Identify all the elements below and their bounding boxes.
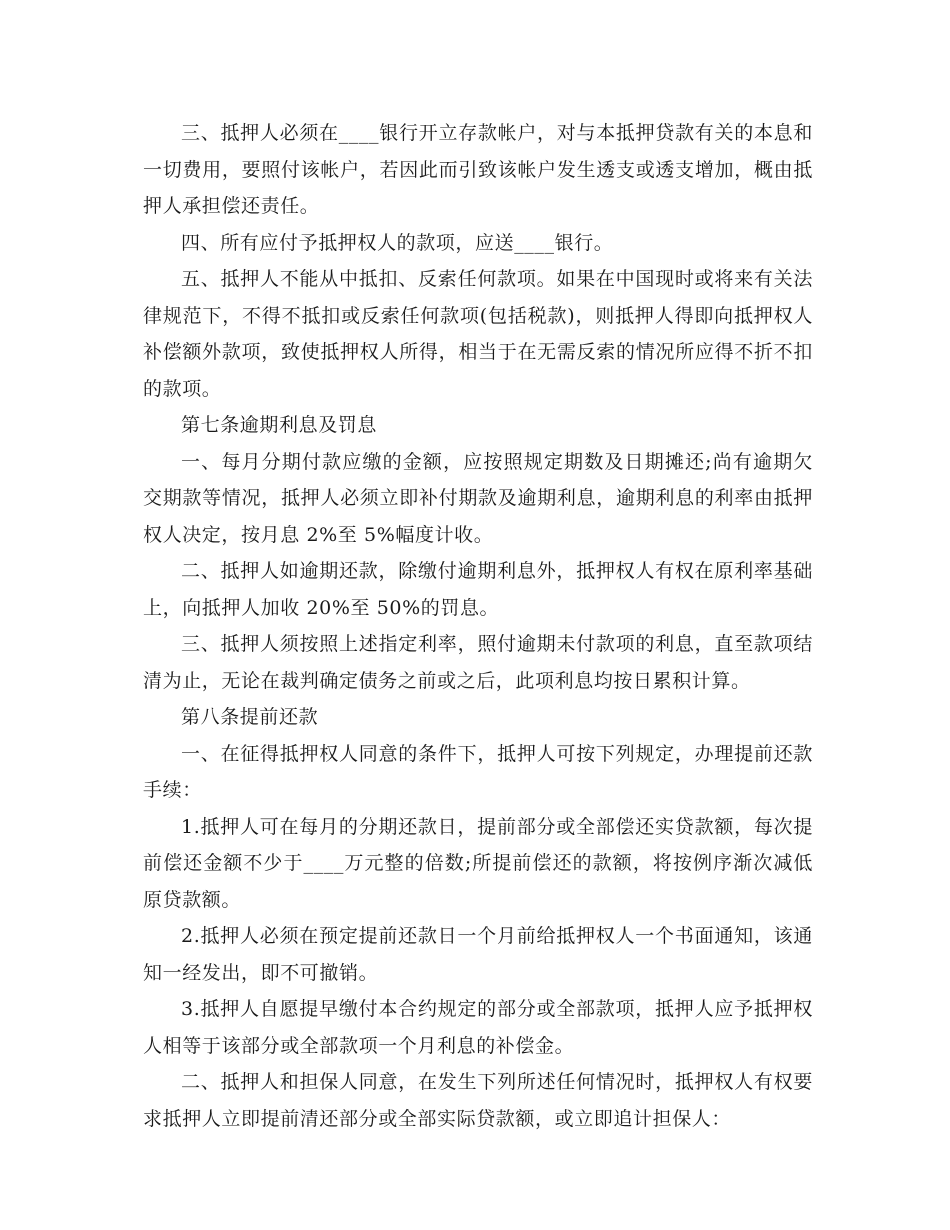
section-heading-article-8: 第八条提前还款 (181, 706, 319, 728)
paragraph-article-7-item-3: 三、抵押人须按照上述指定利率，照付逾期未付款项的利息，直至款项结清为止，无论在裁判确定债务之前或之后，此项利息均按日累积计算。 (143, 633, 813, 692)
paragraph-clause-3-account: 三、抵押人必须在____银行开立存款帐户，对与本抵押贷款有关的本息和一切费用，要照付该帐户，若因此而引致该帐户发生透支或透支增加，概由抵押人承担偿还责任。 (143, 122, 813, 217)
paragraph-article-7-item-2: 二、抵押人如逾期还款，除缴付逾期利息外，抵押权人有权在原利率基础上，向抵押人加收 20%至 50%的罚息。 (143, 560, 813, 619)
paragraph-article-8-item-2: 二、抵押人和担保人同意，在发生下列所述任何情况时，抵押权人有权要求抵押人立即提前清还部分或全部实际贷款额，或立即追计担保人： (143, 1071, 813, 1130)
paragraph-article-8-sub-3: 3.抵押人自愿提早缴付本合约规定的部分或全部款项，抵押人应予抵押权人相等于该部分或全部款项一个月利息的补偿金。 (143, 998, 813, 1057)
paragraph-clause-4-payments: 四、所有应付予抵押权人的款项，应送____银行。 (181, 231, 614, 254)
paragraph-article-8-item-1: 一、在征得抵押权人同意的条件下，抵押人可按下列规定，办理提前还款手续： (143, 742, 813, 801)
document-body (143, 115, 813, 1137)
section-heading-article-7: 第七条逾期利息及罚息 (181, 414, 378, 436)
paragraph-article-8-sub-1: 1.抵押人可在每月的分期还款日，提前部分或全部偿还实贷款额，每次提前偿还金额不少于____万元整的倍数;所提前偿还的款额，将按例序渐次减低原贷款额。 (143, 815, 813, 911)
paragraph-article-7-item-1: 一、每月分期付款应缴的金额，应按照规定期数及日期摊还;尚有逾期欠交期款等情况，抵押人必须立即补付期款及逾期利息，逾期利息的利率由抵押权人决定，按月息 2%至 5%幅度计收。 (143, 450, 813, 546)
paragraph-article-8-sub-2: 2.抵押人必须在预定提前还款日一个月前给抵押权人一个书面通知，该通知一经发出，即不可撤销。 (143, 925, 813, 984)
paragraph-clause-5-deductions: 五、抵押人不能从中抵扣、反索任何款项。如果在中国现时或将来有关法律规范下，不得不抵扣或反索任何款项(包括税款)，则抵押人得即向抵押权人补偿额外款项，致使抵押权人所得，相当于在无需反索的情况所应得不折不扣的款项。 (143, 268, 813, 400)
